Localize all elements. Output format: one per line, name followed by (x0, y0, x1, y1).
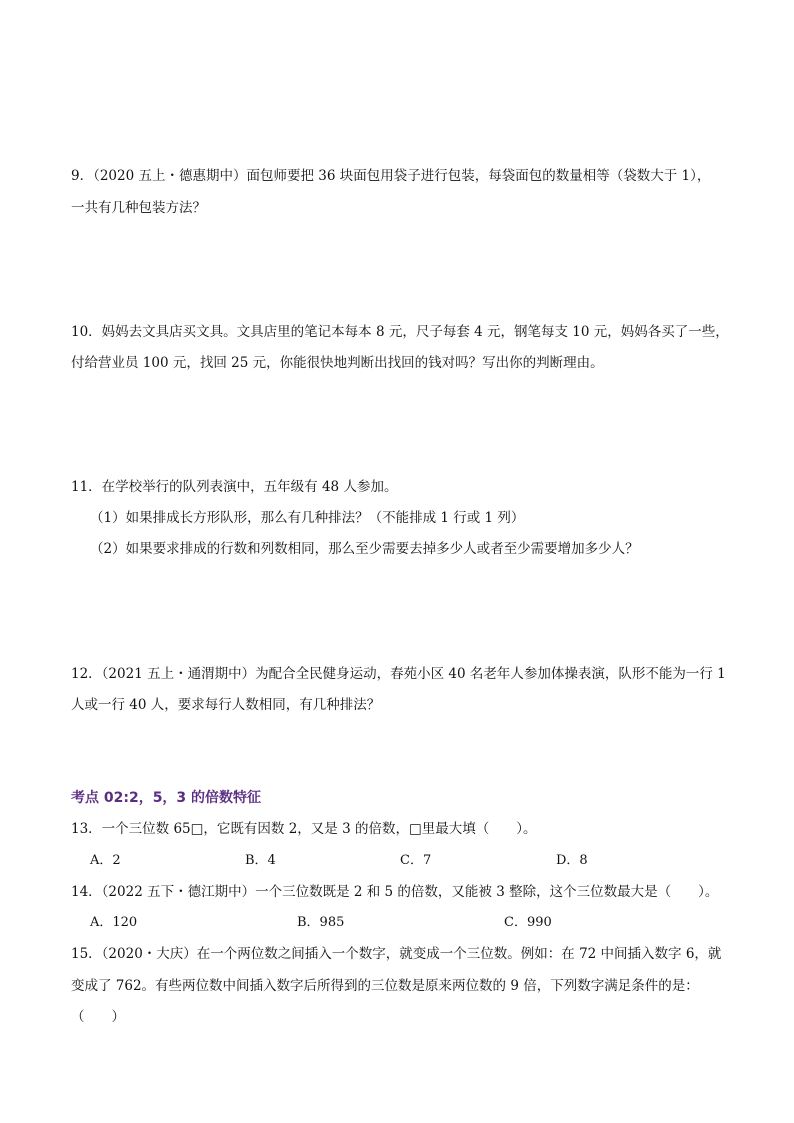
question-12-line-1: 12．（2021 五上・通渭期中）为配合全民健身运动，春苑小区 40 名老年人参加体操表演，队形不能为一行 1 (71, 666, 726, 682)
question-9-line-1: 9．（2020 五上・德惠期中）面包师要把 36 块面包用袋子进行包装，每袋面包的数量相等（袋数大于 1）， (71, 168, 711, 184)
question-13-option-a: A．2 (90, 853, 121, 868)
question-14-line-1: 14．（2022 五下・德江期中）一个三位数既是 2 和 5 的倍数，又能被 3 整除，这个三位数最大是（ ）。 (71, 884, 719, 900)
question-15-line-3: （ ） (71, 1009, 125, 1025)
question-13-option-d: D．8 (556, 853, 588, 868)
question-14-option-a: A．120 (90, 915, 138, 930)
question-10-line-1: 10．妈妈去文具店买文具。文具店里的笔记本每本 8 元，尺子每套 4 元，钢笔每支 10 元，妈妈各买了一些， (71, 324, 729, 340)
question-13-line-1: 13．一个三位数 65□，它既有因数 2，又是 3 的倍数，□里最大填（ ）。 (71, 821, 537, 837)
question-15-line-1: 15．（2020・大庆）在一个两位数之间插入一个数字，就变成一个三位数。例如：在 72 中间插入数字 6，就 (71, 946, 722, 962)
question-12-line-2: 人或一行 40 人，要求每行人数相同，有几种排法？ (71, 697, 381, 713)
question-9-line-2: 一共有几种包装方法？ (71, 200, 206, 216)
question-10-line-2: 付给营业员 100 元，找回 25 元，你能很快地判断出找回的钱对吗？写出你的判断理由。 (71, 355, 604, 371)
question-14-option-b: B．985 (297, 915, 345, 930)
question-11-sub-1: （1）如果排成长方形队形，那么有几种排法？（不能排成 1 行或 1 列） (90, 510, 525, 526)
question-14-option-c: C．990 (504, 915, 552, 930)
question-13-option-b: B．4 (245, 853, 276, 868)
section-heading: 考点 02:2，5，3 的倍数特征 (71, 790, 262, 806)
question-11-sub-2: （2）如果要求排成的行数和列数相同，那么至少需要去掉多少人或者至少需要增加多少人？ (90, 541, 639, 557)
question-15-line-2: 变成了 762。有些两位数中间插入数字后所得到的三位数是原来两位数的 9 倍，下列数字满足条件的是： (71, 978, 699, 994)
question-13-option-c: C．7 (400, 853, 432, 868)
question-11-line-1: 11．在学校举行的队列表演中，五年级有 48 人参加。 (71, 479, 398, 495)
